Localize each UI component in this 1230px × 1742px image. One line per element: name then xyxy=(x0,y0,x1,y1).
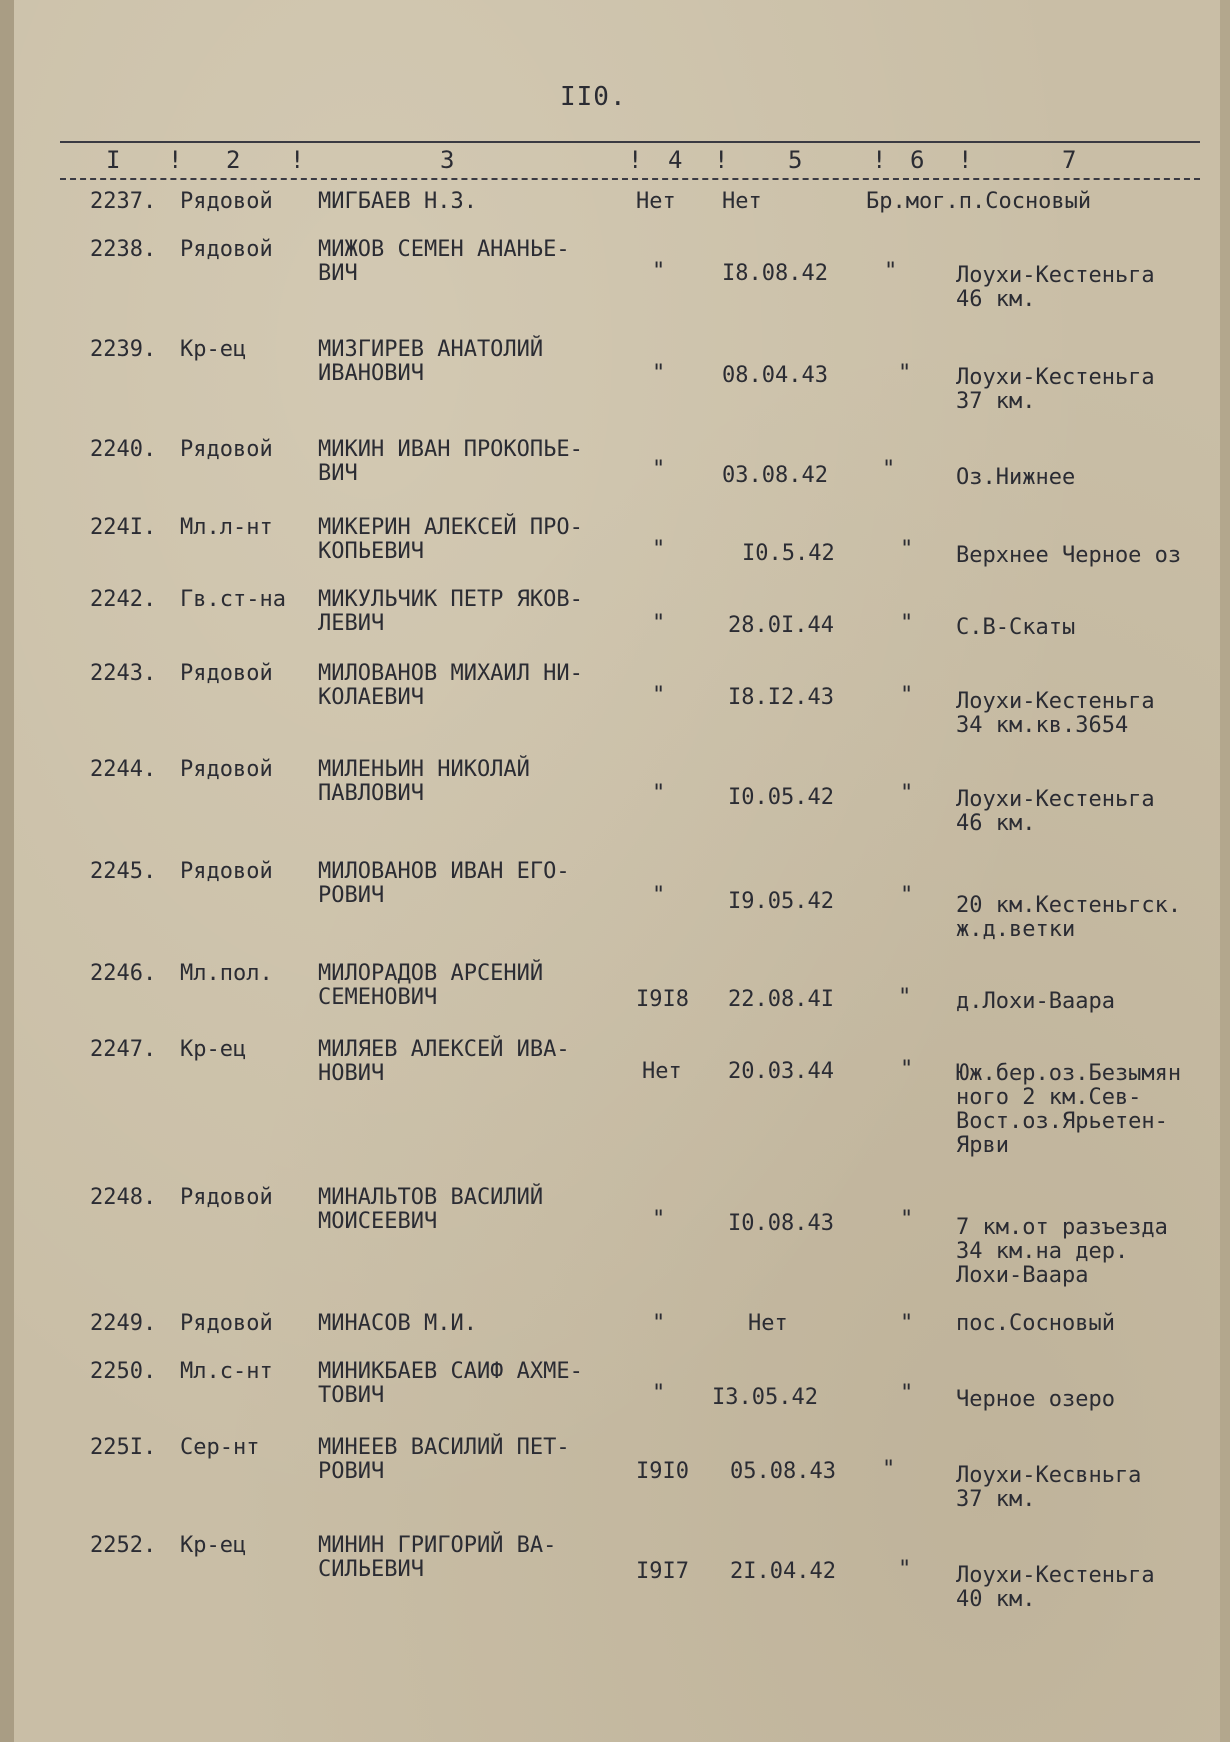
row-name: МИНАЛЬТОВ ВАСИЛИЙ МОИСЕЕВИЧ xyxy=(318,1185,544,1234)
row-burial-mark: " xyxy=(898,361,912,386)
row-date: I0.08.43 xyxy=(728,1211,834,1236)
row-name: МИЛОВАНОВ МИХАИЛ НИ- КОЛАЕВИЧ xyxy=(318,661,583,710)
row-name: МИЖОВ СЕМЕН АНАНЬЕ- ВИЧ xyxy=(318,237,570,286)
row-number: 2237. xyxy=(90,189,157,214)
row-birth-year: I9I7 xyxy=(636,1559,689,1584)
row-burial-mark: " xyxy=(898,1557,912,1582)
row-date: 05.08.43 xyxy=(730,1459,836,1484)
row-burial-mark: " xyxy=(900,781,914,806)
row-name: МИЛЯЕВ АЛЕКСЕЙ ИВА- НОВИЧ xyxy=(318,1037,570,1086)
row-date: I0.5.42 xyxy=(742,541,835,566)
row-burial-place: Юж.бер.оз.Безымян ного 2 км.Сев- Вост.оз.Ярьетен- Ярви xyxy=(956,1061,1182,1158)
row-date: I9.05.42 xyxy=(728,889,834,914)
row-burial-mark: " xyxy=(900,1207,914,1232)
row-birth-year: " xyxy=(652,259,666,284)
row-birth-year: " xyxy=(652,1381,666,1406)
header-separator: ! xyxy=(872,146,887,174)
row-birth-year: I9I8 xyxy=(636,987,689,1012)
row-burial-mark: " xyxy=(882,457,896,482)
row-burial-mark: " xyxy=(900,1311,914,1336)
row-date: 2I.04.42 xyxy=(730,1559,836,1584)
header-separator: ! xyxy=(290,146,305,174)
row-number: 2238. xyxy=(90,237,157,262)
row-birth-year: " xyxy=(652,883,666,908)
row-burial-mark: " xyxy=(884,259,898,284)
row-birth-year: " xyxy=(652,537,666,562)
row-date: 28.0I.44 xyxy=(728,613,834,638)
row-rank: Рядовой xyxy=(180,237,273,262)
row-date: 08.04.43 xyxy=(722,363,828,388)
row-burial-place: д.Лохи-Ваара xyxy=(956,989,1115,1014)
row-number: 2242. xyxy=(90,587,157,612)
row-birth-year: Нет xyxy=(642,1059,682,1084)
row-number: 2245. xyxy=(90,859,157,884)
row-burial-place: пос.Сосновый xyxy=(956,1311,1115,1336)
row-rank: Мл.л-нт xyxy=(180,515,273,540)
header-col-3: 3 xyxy=(440,146,455,174)
row-date: I8.08.42 xyxy=(722,261,828,286)
row-rank: Гв.ст-на xyxy=(180,587,286,612)
row-name: МИНАСОВ М.И. xyxy=(318,1311,477,1336)
row-burial-place: С.В-Скаты xyxy=(956,615,1076,640)
row-date: 20.03.44 xyxy=(728,1059,834,1084)
header-col-1: I xyxy=(106,146,121,174)
page-number: II0. xyxy=(560,82,627,112)
row-burial-mark: " xyxy=(900,1057,914,1082)
row-rank: Рядовой xyxy=(180,437,273,462)
header-col-7: 7 xyxy=(1062,146,1077,174)
row-burial-place: Оз.Нижнее xyxy=(956,465,1076,490)
row-date: Нет xyxy=(722,189,762,214)
row-birth-year: " xyxy=(652,781,666,806)
header-separator: ! xyxy=(958,146,973,174)
row-burial-place: 20 км.Кестеньгск. ж.д.ветки xyxy=(956,893,1182,942)
row-birth-year: " xyxy=(652,457,666,482)
row-birth-year: " xyxy=(652,1207,666,1232)
row-burial-mark: " xyxy=(900,611,914,636)
row-burial-place: Лоухи-Кестеньга 40 км. xyxy=(956,1563,1155,1612)
header-col-6: 6 xyxy=(910,146,925,174)
row-burial-place: Черное озеро xyxy=(956,1387,1115,1412)
row-burial-place: Лоухи-Кестеньга 46 км. xyxy=(956,787,1155,836)
row-burial-place: Лоухи-Кестеньга 46 км. xyxy=(956,263,1155,312)
row-rank: Мл.пол. xyxy=(180,961,273,986)
row-date: 03.08.42 xyxy=(722,463,828,488)
row-name: МИНИН ГРИГОРИЙ ВА- СИЛЬЕВИЧ xyxy=(318,1533,557,1582)
row-number: 2249. xyxy=(90,1311,157,1336)
row-number: 2239. xyxy=(90,337,157,362)
row-date: 22.08.4I xyxy=(728,987,834,1012)
header-separator: ! xyxy=(628,146,643,174)
row-number: 2240. xyxy=(90,437,157,462)
row-name: МИЛОРАДОВ АРСЕНИЙ СЕМЕНОВИЧ xyxy=(318,961,544,1010)
row-number: 2244. xyxy=(90,757,157,782)
row-number: 2252. xyxy=(90,1533,157,1558)
row-burial-place: Лоухи-Кестеньга 34 км.кв.3654 xyxy=(956,689,1155,738)
header-separator: ! xyxy=(714,146,729,174)
row-burial-mark: " xyxy=(882,1457,896,1482)
row-date: I8.I2.43 xyxy=(728,685,834,710)
row-date: I0.05.42 xyxy=(728,785,834,810)
row-name: МИЗГИРЕВ АНАТОЛИЙ ИВАНОВИЧ xyxy=(318,337,544,386)
row-rank: Кр-ец xyxy=(180,1533,247,1558)
row-number: 2246. xyxy=(90,961,157,986)
row-birth-year: Нет xyxy=(636,189,676,214)
row-rank: Рядовой xyxy=(180,1311,273,1336)
row-date: Нет xyxy=(748,1311,788,1336)
row-name: МИНЕЕВ ВАСИЛИЙ ПЕТ- РОВИЧ xyxy=(318,1435,570,1484)
row-birth-year: " xyxy=(652,683,666,708)
row-birth-year: " xyxy=(652,361,666,386)
row-rank: Кр-ец xyxy=(180,337,247,362)
row-burial-place: 7 км.от разъезда 34 км.на дер. Лохи-Ваара xyxy=(956,1215,1168,1288)
row-name: МИНИКБАЕВ САИФ АХМЕ- ТОВИЧ xyxy=(318,1359,583,1408)
row-rank: Рядовой xyxy=(180,859,273,884)
row-number: 2248. xyxy=(90,1185,157,1210)
header-separator: ! xyxy=(168,146,183,174)
row-number: 2247. xyxy=(90,1037,157,1062)
row-number: 225I. xyxy=(90,1435,157,1460)
row-burial-place: Верхнее Черное оз xyxy=(956,543,1182,568)
row-rank: Мл.с-нт xyxy=(180,1359,273,1384)
row-number: 224I. xyxy=(90,515,157,540)
row-name: МИКЕРИН АЛЕКСЕЙ ПРО- КОПЬЕВИЧ xyxy=(318,515,583,564)
row-burial-mark: " xyxy=(900,683,914,708)
row-birth-year: I9I0 xyxy=(636,1459,689,1484)
row-burial-place: Бр.мог.п.Сосновый xyxy=(866,189,1092,214)
row-birth-year: " xyxy=(652,1311,666,1336)
row-burial-mark: " xyxy=(900,883,914,908)
row-rank: Сер-нт xyxy=(180,1435,260,1460)
row-name: МИЛЕНЬИН НИКОЛАЙ ПАВЛОВИЧ xyxy=(318,757,530,806)
row-burial-mark: " xyxy=(898,985,912,1010)
row-burial-mark: " xyxy=(900,1381,914,1406)
row-rank: Рядовой xyxy=(180,1185,273,1210)
row-name: МИЛОВАНОВ ИВАН ЕГО- РОВИЧ xyxy=(318,859,570,908)
row-name: МИКУЛЬЧИК ПЕТР ЯКОВ- ЛЕВИЧ xyxy=(318,587,583,636)
row-rank: Рядовой xyxy=(180,661,273,686)
row-burial-place: Лоухи-Кестеньга 37 км. xyxy=(956,365,1155,414)
row-number: 2250. xyxy=(90,1359,157,1384)
row-rank: Рядовой xyxy=(180,757,273,782)
header-col-4: 4 xyxy=(668,146,683,174)
header-col-2: 2 xyxy=(226,146,241,174)
row-number: 2243. xyxy=(90,661,157,686)
header-col-5: 5 xyxy=(788,146,803,174)
row-burial-mark: " xyxy=(900,537,914,562)
row-name: МИГБАЕВ Н.З. xyxy=(318,189,477,214)
row-rank: Кр-ец xyxy=(180,1037,247,1062)
row-rank: Рядовой xyxy=(180,189,273,214)
row-burial-place: Лоухи-Кесвньга 37 км. xyxy=(956,1463,1142,1512)
row-name: МИКИН ИВАН ПРОКОПЬЕ- ВИЧ xyxy=(318,437,583,486)
row-birth-year: " xyxy=(652,611,666,636)
row-date: I3.05.42 xyxy=(712,1385,818,1410)
